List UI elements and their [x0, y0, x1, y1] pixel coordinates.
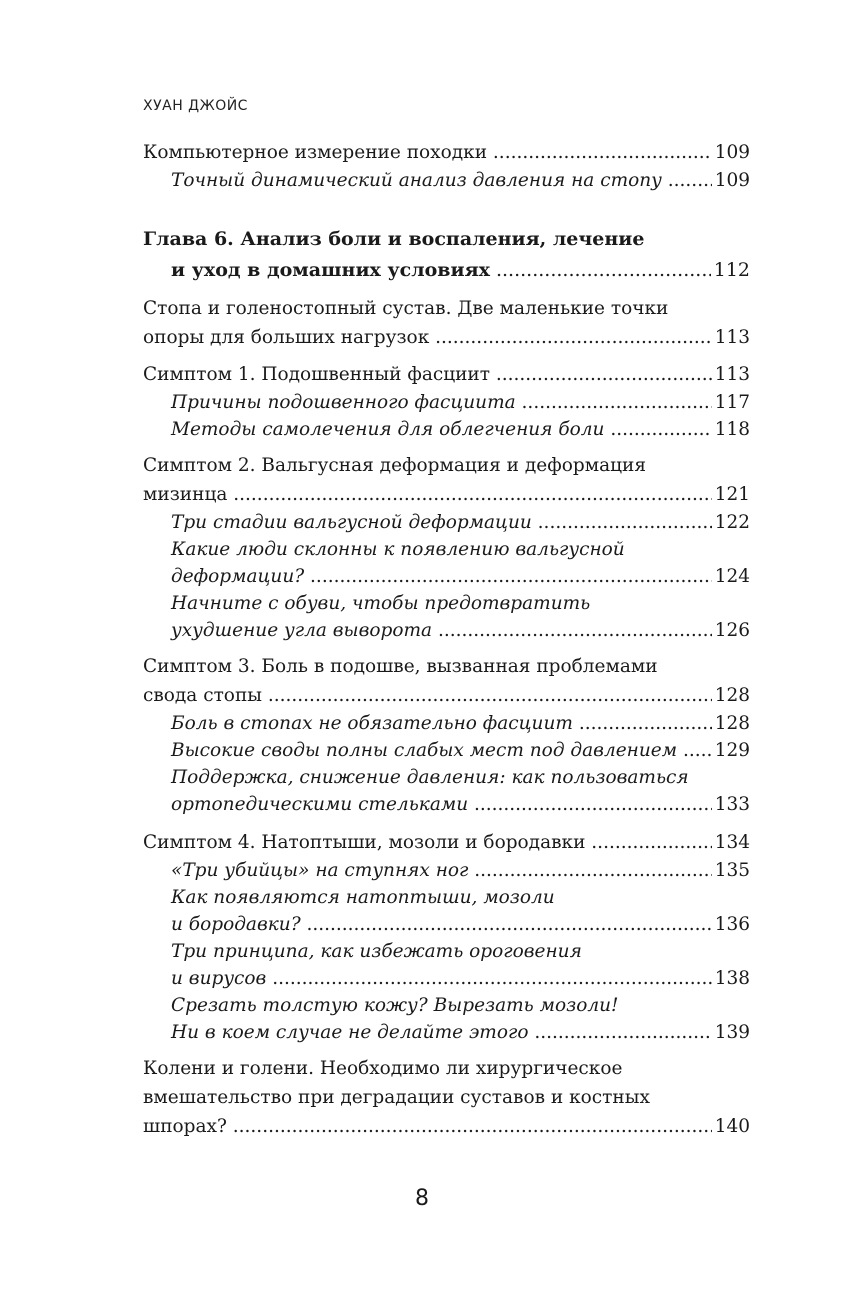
toc-entry-title: деформации? .....: [171, 566, 750, 587]
toc-entry[interactable]: [143, 1054, 750, 1083]
toc-entry-page: 140: [712, 1112, 750, 1141]
toc-entry[interactable]: [143, 536, 750, 563]
toc-entry[interactable]: [143, 138, 750, 167]
toc-entry-title: Три принципа, как избежать ороговения: [171, 941, 582, 962]
toc-entry-page: 124: [712, 563, 750, 590]
toc-entry[interactable]: [143, 389, 750, 416]
toc-entry-title: Колени и голени. Необходимо ли хирургическое: [143, 1058, 623, 1079]
toc-entry-title: Методы самолечения для облегчения боли .....: [171, 419, 750, 440]
toc-entry-title: и вирусов .....: [171, 968, 750, 989]
toc-entry-cont[interactable]: [143, 681, 750, 710]
toc-entry-cont[interactable]: [143, 563, 750, 590]
toc-entry-page: 109: [712, 167, 750, 194]
toc-entry-page: 135: [712, 857, 750, 884]
toc-entry-title: вмешательство при деградации суставов и костных: [143, 1087, 650, 1108]
toc-entry-title: шпорах? .....: [143, 1116, 750, 1137]
toc-entry-cont[interactable]: [143, 1019, 750, 1046]
toc-entry-title: Какие люди склонны к появлению вальгусной: [171, 539, 625, 560]
toc-entry-title: свода стопы .....: [143, 685, 750, 706]
toc-entry-page: 109: [712, 138, 750, 167]
toc-entry-cont[interactable]: [143, 791, 750, 818]
toc-entry-page: 113: [712, 323, 750, 352]
toc-entry-page: 112: [711, 255, 750, 286]
toc-entry[interactable]: [143, 590, 750, 617]
toc-entry[interactable]: [143, 992, 750, 1019]
toc-entry-page: 113: [712, 360, 750, 389]
toc-entry[interactable]: [143, 857, 750, 884]
toc-entry[interactable]: [143, 884, 750, 911]
toc-entry-title: и бородавки? .....: [171, 914, 750, 935]
toc-entry-title: ухудшение угла выворота .....: [171, 620, 750, 641]
toc-entry-page: 128: [712, 710, 750, 737]
toc-entry-cont[interactable]: [143, 965, 750, 992]
toc-entry-title: Симптом 4. Натоптыши, мозоли и бородавки .....: [143, 832, 750, 853]
toc-entry-title: «Три убийцы» на ступнях ног .....: [171, 860, 750, 881]
toc-entry-title: Компьютерное измерение походки .....: [143, 142, 750, 163]
chapter-title-cont: и уход в домашних условиях .....: [171, 259, 750, 281]
toc-entry-title: опоры для больших нагрузок .....: [143, 327, 750, 348]
toc-entry-cont[interactable]: [143, 1112, 750, 1141]
toc-entry[interactable]: [143, 764, 750, 791]
toc-entry-title: Симптом 2. Вальгусная деформация и деформация: [143, 455, 647, 476]
chapter-heading[interactable]: [143, 224, 750, 255]
toc-entry[interactable]: [143, 938, 750, 965]
chapter-heading-cont[interactable]: [143, 255, 750, 286]
toc-entry-title: Стопа и голеностопный сустав. Две маленькие точки: [143, 298, 669, 319]
toc-entry[interactable]: [143, 167, 750, 194]
toc-entry-page: 121: [712, 480, 750, 509]
toc-entry-page: 122: [712, 509, 750, 536]
toc-entry-title: Начните с обуви, чтобы предотвратить: [171, 593, 591, 614]
toc-entry[interactable]: [143, 451, 750, 480]
toc-entry-cont[interactable]: [143, 1083, 750, 1112]
toc-entry-page: 129: [712, 737, 750, 764]
toc-entry[interactable]: [143, 416, 750, 443]
toc-entry-title: Боль в стопах не обязательно фасциит .....: [171, 713, 750, 734]
toc-entry-title: Симптом 3. Боль в подошве, вызванная проблемами: [143, 656, 658, 677]
toc-entry-title: Высокие своды полны слабых мест под давлением .....: [171, 740, 750, 761]
toc-entry[interactable]: [143, 360, 750, 389]
toc-entry-title: Причины подошвенного фасциита .....: [171, 392, 750, 413]
toc-entry[interactable]: [143, 509, 750, 536]
toc-entry-page: 134: [712, 828, 750, 857]
toc-entry-title: Поддержка, снижение давления: как пользоваться: [171, 767, 689, 788]
toc-entry-page: 136: [712, 911, 750, 938]
toc-entry-cont[interactable]: [143, 617, 750, 644]
toc-entry-page: 138: [712, 965, 750, 992]
toc-entry-title: Точный динамический анализ давления на стопу .....: [171, 170, 750, 191]
chapter-title: Глава 6. Анализ боли и воспаления, лечение: [143, 228, 645, 250]
toc-entry-page: 133: [712, 791, 750, 818]
toc-entry-title: Как появляются натоптыши, мозоли: [171, 887, 555, 908]
toc-entry-page: 128: [712, 681, 750, 710]
page-number: 8: [415, 1186, 429, 1211]
toc-entry-title: мизинца .....: [143, 484, 750, 505]
toc-entry-page: 118: [712, 416, 750, 443]
toc-entry-title: Срезать толстую кожу? Вырезать мозоли!: [171, 995, 619, 1016]
toc-entry-title: Симптом 1. Подошвенный фасциит .....: [143, 364, 750, 385]
running-header: ХУАН ДЖОЙС: [143, 98, 248, 114]
toc-entry[interactable]: [143, 737, 750, 764]
toc-entry[interactable]: [143, 710, 750, 737]
toc-entry-cont[interactable]: [143, 323, 750, 352]
toc-entry-title: Ни в коем случае не делайте этого .....: [171, 1022, 750, 1043]
toc-entry[interactable]: [143, 828, 750, 857]
toc-entry-cont[interactable]: [143, 911, 750, 938]
toc-entry-title: Три стадии вальгусной деформации .....: [171, 512, 750, 533]
toc-entry-page: 139: [712, 1019, 750, 1046]
toc-entry[interactable]: [143, 652, 750, 681]
toc-entry-cont[interactable]: [143, 480, 750, 509]
toc-entry-page: 126: [712, 617, 750, 644]
toc-entry-page: 117: [712, 389, 750, 416]
table-of-contents: [143, 138, 750, 1141]
toc-entry[interactable]: [143, 294, 750, 323]
toc-entry-title: ортопедическими стельками .....: [171, 794, 750, 815]
